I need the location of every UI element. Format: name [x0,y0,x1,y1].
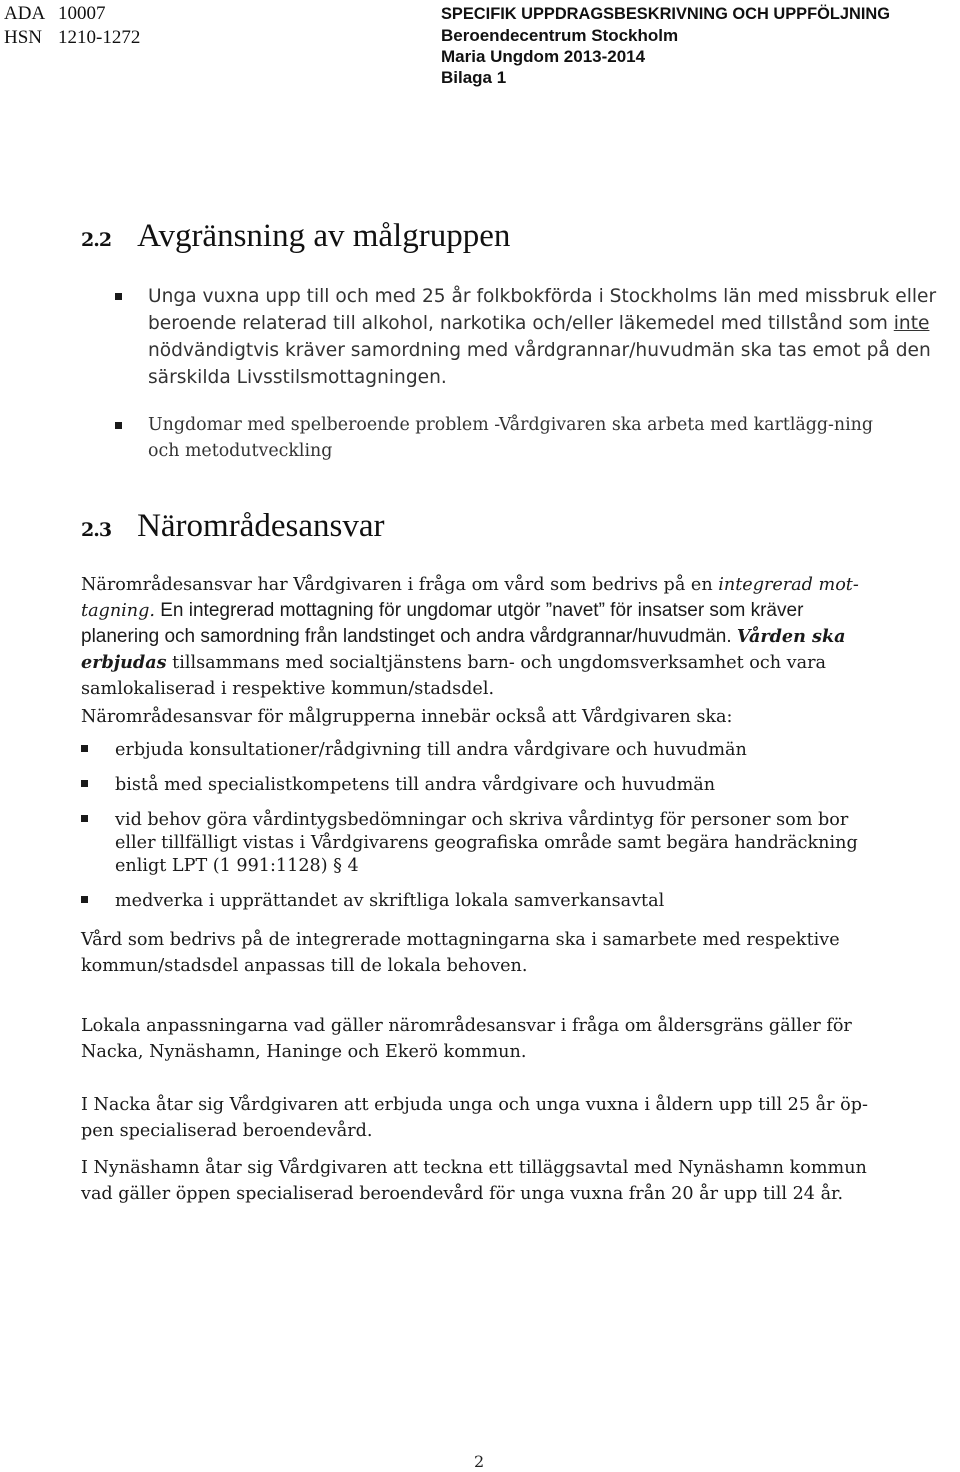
header-code-row [4,26,140,50]
paragraph-text: En integrerad mottagning för ungdomar utgör ”navet” för insatser som kräver planering och samordning från landstinget och andra vårdgrannar/huvudmän. [81,600,804,647]
header-code-label: HSN [4,27,43,48]
target-group-bullet-1 [148,283,938,391]
bullet-text: nödvändigtvis kräver samordning med vårdgrannar/huvudmän ska tas emot på den särskilda Livsstilsmottagningen. [148,340,931,388]
header-code-row [4,2,140,26]
section-2-3-heading [81,508,384,545]
nynashamn-paragraph: I Nynäshamn åtar sig Vårdgivaren att teckna ett tilläggsavtal med Nynäshamn kommun vad gäller öppen specialiserad beroendevård för unga vuxna från 20 år upp till 24 år. [81,1158,867,1204]
document-attachment: Bilaga 1 [441,68,507,87]
obligation-list-item: erbjuda konsultationer/rådgivning till andra vårdgivare och huvudmän [115,740,747,760]
bullet-square-icon [115,293,122,300]
paragraph-text: tillsammans med socialtjänstens barn- och ungdomsverksamhet och vara samlokaliserad i respektive kommun/stadsdel. [81,653,826,699]
nacka-paragraph: I Nacka åtar sig Vårdgivaren att erbjuda unga och unga vuxna i åldern upp till 25 år öp-pen specialiserad beroendevård. [81,1095,868,1141]
paragraph-text: Närområdesansvar har Vårdgivaren i fråga om vård som bedrivs på en [81,575,719,595]
obligation-list-item: medverka i upprättandet av skriftliga lokala samverkansavtal [115,891,665,911]
document-org: Beroendecentrum Stockholm [441,26,679,45]
section-title: Avgränsning av målgruppen [137,218,511,254]
header-document-info [441,4,890,88]
header-code-value: 1210-1272 [58,27,141,48]
bullet-square-icon [81,745,88,752]
bullet-square-icon [81,780,88,787]
section-number: 2.3 [81,519,112,541]
header-code-label: ADA [4,3,46,24]
bullet-square-icon [81,815,88,822]
area-responsibility-paragraph [81,572,886,702]
underlined-word: inte [893,313,930,334]
italic-text: integrerad mot-tagning. [81,575,859,621]
obligation-list-item: bistå med specialistkompetens till andra vårdgivare och huvudmän [115,775,716,795]
local-needs-paragraph: Vård som bedrivs på de integrerade mottagningarna ska i samarbete med respektive kommun/stadsdel anpassas till de lokala behoven. [81,930,840,976]
bullet-text: Unga vuxna upp till och med 25 år folkbokförda i Stockholms län med missbruk eller beroende relaterad till alkohol, narkotika och/eller läkemedel med tillstånd som [148,286,937,334]
header-code-value: 10007 [58,3,106,24]
section-title: Närområdesansvar [137,508,385,544]
age-limit-paragraph: Lokala anpassningarna vad gäller närområdesansvar i fråga om åldersgräns gäller för Nacka, Nynäshamn, Haninge och Ekerö kommun. [81,1016,852,1062]
section-2-2-heading [81,218,510,255]
bullet-square-icon [115,422,122,429]
page-number: 2 [474,1452,485,1471]
section-number: 2.2 [81,229,112,251]
bold-italic-text: Vården ska erbjudas [81,626,846,673]
obligation-list-item: vid behov göra vårdintygsbedömningar och skriva vårdintyg för personer som bor eller tillfälligt vistas i Vårdgivarens geografiska område samt begära handräckning enligt LPT (1 991:1128) § 4 [115,810,858,876]
document-title: SPECIFIK UPPDRAGSBESKRIVNING OCH UPPFÖLJNING [441,5,890,23]
document-unit: Maria Ungdom 2013-2014 [441,47,646,66]
bullet-square-icon [81,896,88,903]
header-codes [4,2,140,50]
obligations-intro: Närområdesansvar för målgrupperna innebär också att Vårdgivaren ska: [81,707,733,727]
target-group-bullet-2: Ungdomar med spelberoende problem -Vårdgivaren ska arbeta med kartlägg-ning och metodutveckling [148,415,873,461]
